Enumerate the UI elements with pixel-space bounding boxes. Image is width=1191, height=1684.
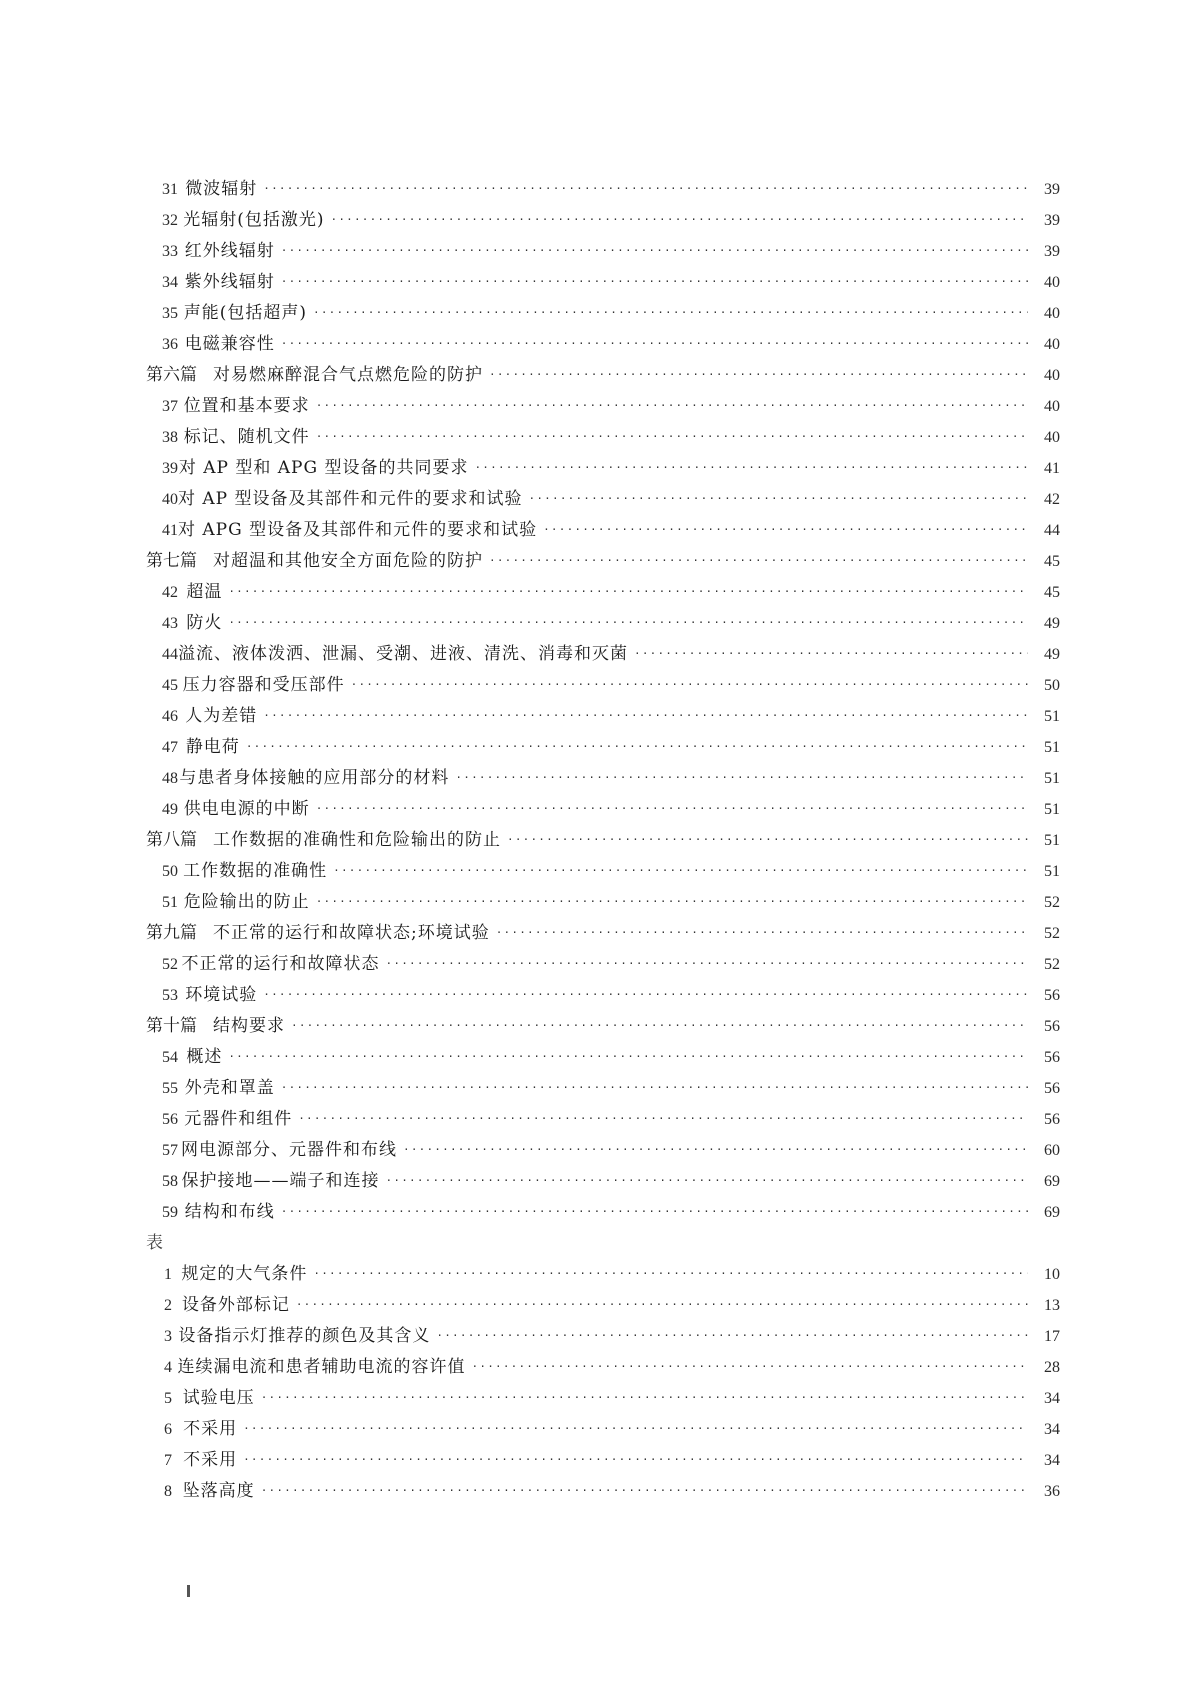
toc-table-entry (146, 1352, 1060, 1383)
dot-leader (316, 390, 1028, 421)
entry-title: 声能(包括超声) (183, 303, 308, 323)
entry-number: 2 (164, 1297, 172, 1314)
dot-leader (316, 421, 1028, 452)
entry-number: 54 (162, 1049, 178, 1066)
dot-leader (455, 762, 1028, 793)
entry-number: 46 (162, 708, 178, 725)
toc-clause-entry (146, 453, 1060, 484)
entry-title: 超温 (186, 582, 223, 602)
page-number: 56 (1044, 1080, 1060, 1097)
entry-title: 网电源部分、元器件和布线 (181, 1140, 398, 1160)
dot-leader (313, 297, 1028, 328)
entry-title: 元器件和组件 (184, 1109, 293, 1129)
page-number: 69 (1044, 1173, 1060, 1190)
page-number: 56 (1044, 1049, 1060, 1066)
dot-leader (281, 328, 1028, 359)
page-number: 52 (1044, 925, 1060, 942)
toc-clause-entry (146, 205, 1060, 236)
page-number: 34 (1044, 1390, 1060, 1407)
toc-clause-entry (146, 484, 1060, 515)
entry-title: 静电荷 (185, 737, 240, 757)
dot-leader (436, 1320, 1028, 1351)
page-number: 51 (1044, 801, 1060, 818)
entry-number: 35 (162, 305, 178, 322)
entry-title: 不正常的运行和故障状态 (181, 954, 380, 974)
dot-leader (246, 731, 1028, 762)
toc-clause-entry (146, 670, 1060, 701)
toc-clause-entry (146, 577, 1060, 608)
entry-number: 43 (162, 615, 178, 632)
toc-clause-entry (146, 422, 1060, 453)
entry-number: 3 (164, 1328, 172, 1345)
toc-clause-entry (146, 608, 1060, 639)
page-number: 60 (1044, 1142, 1060, 1159)
dot-leader (403, 1134, 1028, 1165)
page-number: 56 (1044, 1018, 1060, 1035)
entry-number: 32 (162, 212, 178, 229)
dot-leader (331, 204, 1029, 235)
toc-part-entry (146, 825, 1060, 856)
dot-leader (316, 793, 1028, 824)
page-number: 42 (1044, 491, 1060, 508)
toc-clause-entry (146, 1073, 1060, 1104)
entry-number: 48 (162, 770, 178, 787)
dot-leader (281, 1072, 1028, 1103)
page-number: 13 (1044, 1297, 1060, 1314)
entry-number: 51 (162, 894, 178, 911)
page-number: 40 (1044, 367, 1060, 384)
entry-title: 电磁兼容性 (184, 334, 275, 354)
toc-clause-entry (146, 329, 1060, 360)
page-number: 56 (1044, 1111, 1060, 1128)
page-number: 45 (1044, 553, 1060, 570)
toc-clause-entry (146, 298, 1060, 329)
entry-title: 对超温和其他安全方面危险的防护 (213, 551, 483, 571)
entry-title: 结构要求 (213, 1016, 285, 1036)
entry-number: 53 (162, 987, 178, 1004)
dot-leader (261, 1382, 1028, 1413)
entry-number: 59 (162, 1204, 178, 1221)
entry-number: 5 (164, 1390, 172, 1407)
page-number: 34 (1044, 1452, 1060, 1469)
toc-clause-entry (146, 887, 1060, 918)
dot-leader (474, 452, 1028, 483)
entry-title: 保护接地——端子和连接 (181, 1171, 380, 1191)
entry-number: 8 (164, 1483, 172, 1500)
dot-leader (261, 1475, 1028, 1506)
entry-number: 6 (164, 1421, 172, 1438)
entry-number: 36 (162, 336, 178, 353)
part-label: 第八篇 (146, 830, 197, 850)
entry-number: 1 (164, 1266, 172, 1283)
entry-number: 4 (164, 1359, 172, 1376)
page-number: 10 (1044, 1266, 1060, 1283)
toc-clause-entry (146, 701, 1060, 732)
part-label: 第十篇 (146, 1016, 197, 1036)
entry-number: 31 (162, 181, 178, 198)
dot-leader (228, 576, 1028, 607)
entry-title: 工作数据的准确性和危险输出的防止 (213, 830, 501, 850)
entry-title: 光辐射(包括激光) (183, 210, 325, 230)
entry-title: 防火 (186, 613, 223, 633)
toc-part-entry (146, 360, 1060, 391)
entry-title: 坠落高度 (182, 1481, 255, 1501)
page-number: 36 (1044, 1483, 1060, 1500)
toc-table-entry (146, 1259, 1060, 1290)
dot-leader (263, 173, 1028, 204)
entry-number: 56 (162, 1111, 178, 1128)
page-number: 52 (1044, 956, 1060, 973)
entry-title: 位置和基本要求 (183, 396, 310, 416)
dot-leader (313, 1258, 1028, 1289)
entry-number: 52 (162, 956, 178, 973)
dot-leader (351, 669, 1028, 700)
part-label: 第七篇 (146, 551, 197, 571)
page-number: 56 (1044, 987, 1060, 1004)
toc-table-entry (146, 1290, 1060, 1321)
entry-title: 对 APG 型设备及其部件和元件的要求和试验 (178, 520, 538, 540)
entry-number: 40 (162, 491, 178, 508)
tables-heading: 表 (146, 1233, 163, 1253)
page-number: 39 (1044, 243, 1060, 260)
toc-clause-entry (146, 1104, 1060, 1135)
entry-number: 58 (162, 1173, 178, 1190)
page-number: 49 (1044, 646, 1060, 663)
entry-title: 外壳和罩盖 (184, 1078, 275, 1098)
toc-clause-entry (146, 1135, 1060, 1166)
page-number: 44 (1044, 522, 1060, 539)
toc-part-entry (146, 1011, 1060, 1042)
entry-title: 试验电压 (182, 1388, 255, 1408)
page-number: 39 (1044, 181, 1060, 198)
page-number: 39 (1044, 212, 1060, 229)
toc-clause-entry (146, 732, 1060, 763)
part-label: 第六篇 (146, 365, 197, 385)
page-number: 52 (1044, 894, 1060, 911)
dot-leader (634, 638, 1028, 669)
entry-number: 33 (162, 243, 178, 260)
entry-title: 压力容器和受压部件 (182, 675, 345, 695)
dot-leader (496, 917, 1028, 948)
entry-number: 55 (162, 1080, 178, 1097)
entry-title: 结构和布线 (184, 1202, 275, 1222)
entry-title: 紫外线辐射 (184, 272, 275, 292)
toc-clause-entry (146, 515, 1060, 546)
part-label: 第九篇 (146, 923, 197, 943)
dot-leader (472, 1351, 1028, 1382)
entry-number: 39 (162, 460, 178, 477)
page-number: 49 (1044, 615, 1060, 632)
dot-leader (263, 700, 1028, 731)
table-of-contents (146, 174, 1060, 1507)
page-number: 28 (1044, 1359, 1060, 1376)
entry-title: 与患者身体接触的应用部分的材料 (179, 768, 450, 788)
page-number: 69 (1044, 1204, 1060, 1221)
dot-leader (386, 948, 1028, 979)
toc-clause-entry (146, 1042, 1060, 1073)
entry-title: 规定的大气条件 (181, 1264, 308, 1284)
entry-number: 41 (162, 522, 178, 539)
page-number: 17 (1044, 1328, 1060, 1345)
entry-number: 42 (162, 584, 178, 601)
dot-leader (316, 886, 1028, 917)
toc-clause-entry (146, 763, 1060, 794)
dot-leader (243, 1444, 1028, 1475)
toc-table-entry (146, 1414, 1060, 1445)
dot-leader (543, 514, 1028, 545)
page-number: 50 (1044, 677, 1060, 694)
entry-title: 微波辐射 (185, 179, 258, 199)
toc-table-entry (146, 1476, 1060, 1507)
entry-number: 57 (162, 1142, 178, 1159)
entry-number: 7 (164, 1452, 172, 1469)
toc-clause-entry (146, 1197, 1060, 1228)
page-number: 51 (1044, 863, 1060, 880)
entry-number: 38 (162, 429, 178, 446)
dot-leader (228, 607, 1028, 638)
toc-clause-entry (146, 980, 1060, 1011)
entry-title: 对 AP 型和 APG 型设备的共同要求 (178, 458, 469, 478)
toc-clause-entry (146, 639, 1060, 670)
entry-title: 红外线辐射 (184, 241, 275, 261)
dot-leader (263, 979, 1028, 1010)
entry-number: 34 (162, 274, 178, 291)
toc-clause-entry (146, 174, 1060, 205)
page-number: 51 (1044, 739, 1060, 756)
toc-clause-entry (146, 856, 1060, 887)
page-number: 51 (1044, 770, 1060, 787)
dot-leader (507, 824, 1028, 855)
toc-part-entry (146, 918, 1060, 949)
dot-leader (296, 1289, 1028, 1320)
entry-title: 对 AP 型设备及其部件和元件的要求和试验 (178, 489, 523, 509)
entry-title: 不采用 (183, 1450, 238, 1470)
entry-number: 49 (162, 801, 178, 818)
entry-number: 44 (162, 646, 178, 663)
page-number: 51 (1044, 832, 1060, 849)
dot-leader (333, 855, 1028, 886)
page-number: 41 (1044, 460, 1060, 477)
entry-title: 不正常的运行和故障状态;环境试验 (213, 923, 490, 943)
page-number: 51 (1044, 708, 1060, 725)
dot-leader (386, 1165, 1028, 1196)
entry-number: 45 (162, 677, 178, 694)
dot-leader (281, 266, 1028, 297)
entry-title: 对易燃麻醉混合气点燃危险的防护 (213, 365, 483, 385)
toc-table-entry (146, 1383, 1060, 1414)
toc-part-entry (146, 546, 1060, 577)
toc-clause-entry (146, 391, 1060, 422)
entry-title: 设备外部标记 (181, 1295, 290, 1315)
page-number: 45 (1044, 584, 1060, 601)
dot-leader (281, 1196, 1028, 1227)
entry-title: 概述 (186, 1047, 223, 1067)
entry-title: 不采用 (183, 1419, 238, 1439)
entry-number: 47 (162, 739, 178, 756)
dot-leader (489, 359, 1028, 390)
entry-title: 环境试验 (185, 985, 258, 1005)
page-number: 40 (1044, 336, 1060, 353)
page-number: 40 (1044, 398, 1060, 415)
dot-leader (228, 1041, 1028, 1072)
page-number: 40 (1044, 274, 1060, 291)
toc-table-entry (146, 1321, 1060, 1352)
toc-clause-entry (146, 267, 1060, 298)
page-number: 34 (1044, 1421, 1060, 1438)
toc-clause-entry (146, 1166, 1060, 1197)
entry-number: 37 (162, 398, 178, 415)
scan-mark (187, 1585, 190, 1597)
page-number: 40 (1044, 305, 1060, 322)
toc-clause-entry (146, 949, 1060, 980)
entry-title: 工作数据的准确性 (183, 861, 328, 881)
entry-number: 50 (162, 863, 178, 880)
entry-title: 人为差错 (185, 706, 258, 726)
dot-leader (298, 1103, 1028, 1134)
toc-table-entry (146, 1445, 1060, 1476)
entry-title: 危险输出的防止 (183, 892, 310, 912)
dot-leader (243, 1413, 1028, 1444)
dot-leader (529, 483, 1028, 514)
entry-title: 标记、随机文件 (183, 427, 310, 447)
toc-clause-entry (146, 794, 1060, 825)
dot-leader (281, 235, 1028, 266)
dot-leader (489, 545, 1028, 576)
dot-leader (291, 1010, 1028, 1041)
toc-clause-entry (146, 236, 1060, 267)
page-number: 40 (1044, 429, 1060, 446)
entry-title: 设备指示灯推荐的颜色及其含义 (178, 1326, 431, 1346)
entry-title: 溢流、液体泼洒、泄漏、受潮、进液、清洗、消毒和灭菌 (178, 644, 628, 664)
entry-title: 连续漏电流和患者辅助电流的容许值 (177, 1357, 466, 1377)
entry-title: 供电电源的中断 (183, 799, 310, 819)
